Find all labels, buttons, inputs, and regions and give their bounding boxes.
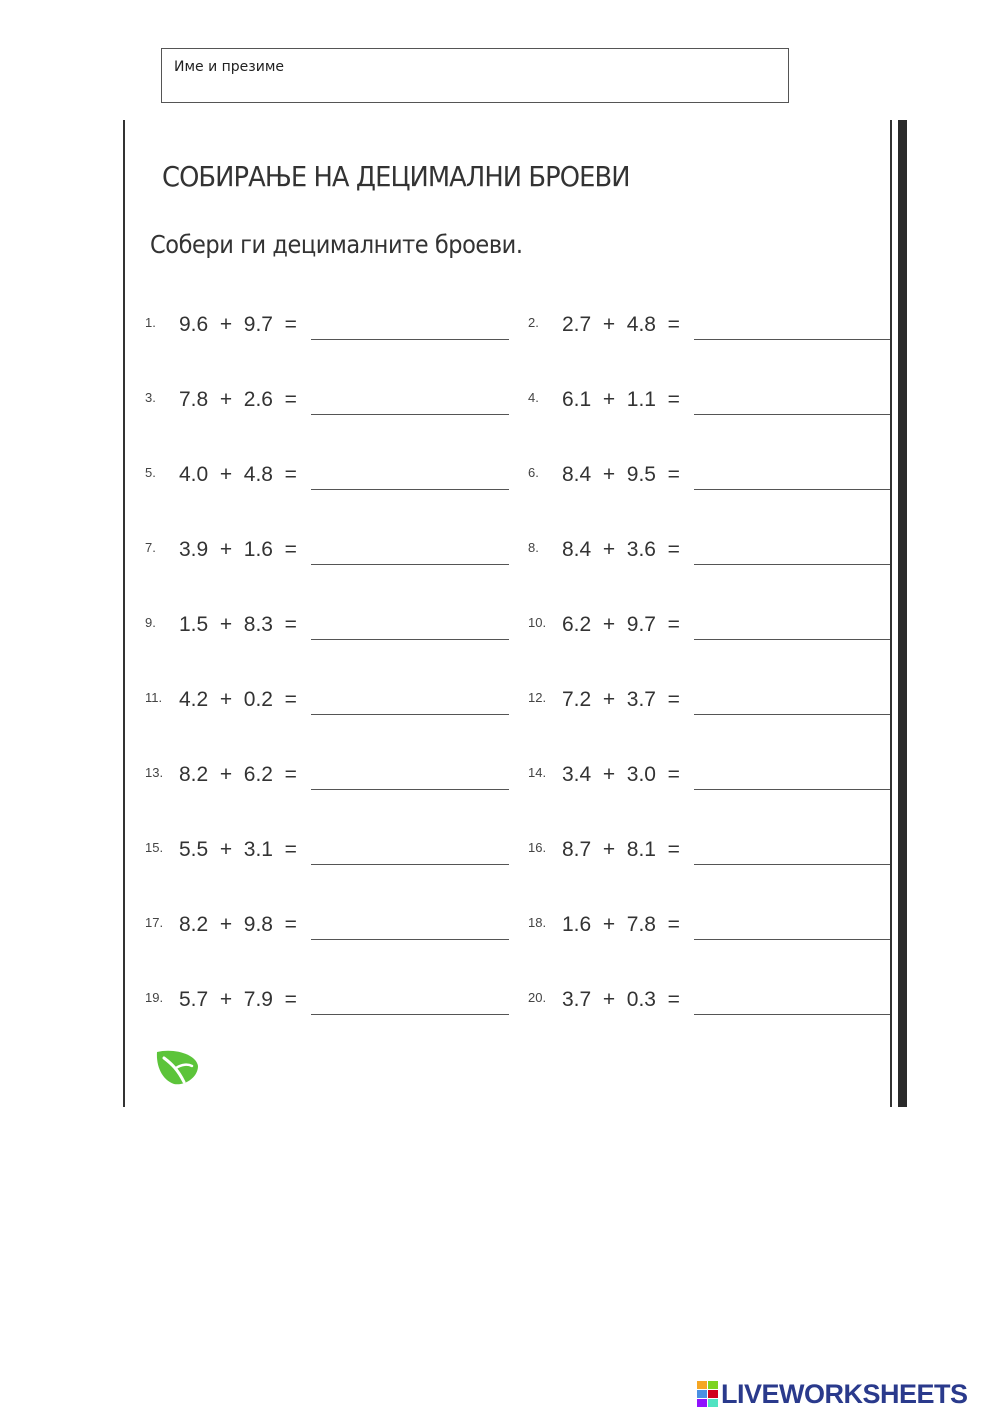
problem-item (145, 913, 515, 953)
answer-blank[interactable] (311, 639, 509, 640)
problem-item (145, 538, 515, 578)
leaf-icon (154, 1046, 202, 1088)
problem-expression: 3.9 + 1.6 = (179, 538, 297, 561)
problem-number: 14. (528, 765, 547, 780)
problem-expression: 8.7 + 8.1 = (562, 838, 680, 861)
answer-blank[interactable] (311, 489, 509, 490)
problem-expression: 5.5 + 3.1 = (179, 838, 297, 861)
problem-item (528, 988, 898, 1028)
answer-blank[interactable] (311, 939, 509, 940)
worksheet-right-border-thick (898, 120, 907, 1107)
worksheet-instructions: Собери ги децималните броеви. (150, 230, 523, 259)
liveworksheets-logo-icon (697, 1381, 719, 1407)
problem-item (528, 388, 898, 428)
answer-blank[interactable] (694, 789, 890, 790)
answer-blank[interactable] (311, 1014, 509, 1015)
problem-number: 9. (145, 615, 156, 630)
problem-expression: 8.4 + 3.6 = (562, 538, 680, 561)
problem-number: 10. (528, 615, 547, 630)
problem-expression: 8.2 + 6.2 = (179, 763, 297, 786)
problem-expression: 9.6 + 9.7 = (179, 313, 297, 336)
problem-item (528, 313, 898, 353)
name-field-label: Име и презиме (174, 59, 285, 75)
problem-expression: 7.2 + 3.7 = (562, 688, 680, 711)
answer-blank[interactable] (694, 639, 890, 640)
problem-number: 2. (528, 315, 539, 330)
answer-blank[interactable] (311, 414, 509, 415)
problem-item (528, 838, 898, 878)
answer-blank[interactable] (694, 1014, 890, 1015)
problem-item (145, 763, 515, 803)
problem-number: 19. (145, 990, 164, 1005)
problem-expression: 5.7 + 7.9 = (179, 988, 297, 1011)
problem-expression: 6.1 + 1.1 = (562, 388, 680, 411)
answer-blank[interactable] (694, 339, 890, 340)
problem-item (528, 613, 898, 653)
problem-number: 17. (145, 915, 164, 930)
problem-item (145, 463, 515, 503)
problem-expression: 6.2 + 9.7 = (562, 613, 680, 636)
problem-expression: 4.0 + 4.8 = (179, 463, 297, 486)
problem-number: 8. (528, 540, 539, 555)
problem-number: 12. (528, 690, 547, 705)
worksheet-title: СОБИРАЊЕ НА ДЕЦИМАЛНИ БРОЕВИ (162, 160, 630, 193)
problem-expression: 8.4 + 9.5 = (562, 463, 680, 486)
problem-item (528, 763, 898, 803)
answer-blank[interactable] (311, 789, 509, 790)
problem-number: 16. (528, 840, 547, 855)
problem-item (528, 688, 898, 728)
problem-item (145, 838, 515, 878)
worksheet-left-border (123, 120, 125, 1107)
problem-expression: 7.8 + 2.6 = (179, 388, 297, 411)
problem-number: 6. (528, 465, 539, 480)
answer-blank[interactable] (694, 864, 890, 865)
problem-expression: 2.7 + 4.8 = (562, 313, 680, 336)
problem-number: 4. (528, 390, 539, 405)
problem-number: 11. (145, 690, 163, 705)
name-field[interactable] (161, 48, 789, 103)
problem-item (145, 313, 515, 353)
problem-item (528, 463, 898, 503)
answer-blank[interactable] (694, 939, 890, 940)
problem-item (145, 988, 515, 1028)
problem-number: 18. (528, 915, 547, 930)
problem-expression: 1.5 + 8.3 = (179, 613, 297, 636)
brand-name: LIVEWORKSHEETS (721, 1378, 968, 1409)
answer-blank[interactable] (311, 714, 509, 715)
answer-blank[interactable] (311, 564, 509, 565)
problem-number: 5. (145, 465, 156, 480)
problem-item (145, 388, 515, 428)
problem-expression: 1.6 + 7.8 = (562, 913, 680, 936)
problem-number: 13. (145, 765, 164, 780)
problem-item (528, 538, 898, 578)
problem-number: 20. (528, 990, 547, 1005)
problem-item (528, 913, 898, 953)
problem-expression: 8.2 + 9.8 = (179, 913, 297, 936)
problem-number: 3. (145, 390, 156, 405)
problem-item (145, 613, 515, 653)
problem-expression: 3.4 + 3.0 = (562, 763, 680, 786)
answer-blank[interactable] (694, 564, 890, 565)
problem-number: 15. (145, 840, 164, 855)
answer-blank[interactable] (311, 339, 509, 340)
answer-blank[interactable] (311, 864, 509, 865)
problem-expression: 3.7 + 0.3 = (562, 988, 680, 1011)
problem-number: 7. (145, 540, 156, 555)
answer-blank[interactable] (694, 714, 890, 715)
problem-number: 1. (145, 315, 156, 330)
answer-blank[interactable] (694, 414, 890, 415)
problem-expression: 4.2 + 0.2 = (179, 688, 297, 711)
answer-blank[interactable] (694, 489, 890, 490)
liveworksheets-brand (697, 1378, 968, 1410)
problem-item (145, 688, 515, 728)
